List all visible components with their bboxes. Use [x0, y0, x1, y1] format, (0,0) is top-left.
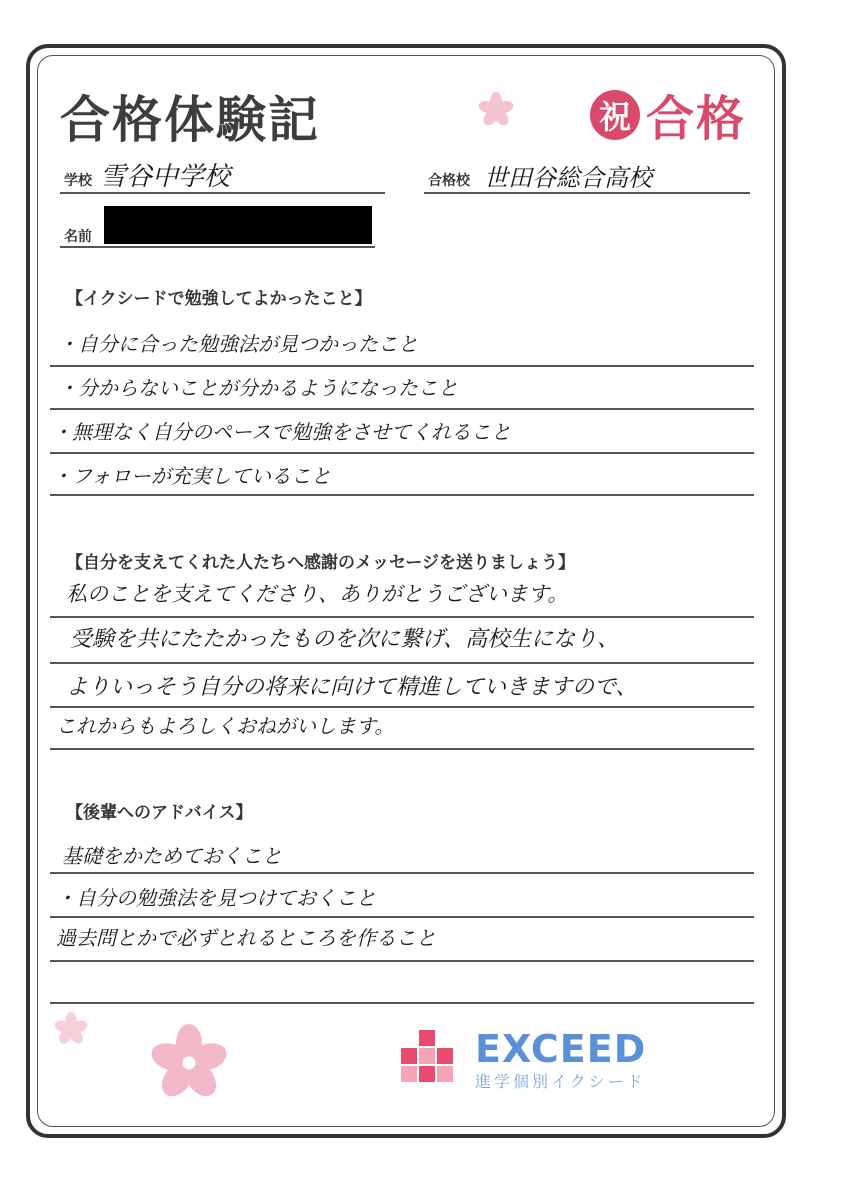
- logo-sub-text: 進学個別イクシード: [475, 1071, 646, 1091]
- exceed-logo: [393, 1026, 646, 1094]
- thanks-line: これからもよろしくおねがいします。: [56, 714, 395, 738]
- celebrate-mark: 祝: [590, 90, 640, 140]
- line-rule: [50, 960, 754, 962]
- advice-item: 過去問とかで必ずとれるところを作ること: [56, 926, 436, 950]
- page-title: 合格体験記: [60, 91, 320, 149]
- name-rule: [60, 246, 375, 248]
- line-rule: [50, 452, 754, 454]
- line-rule: [50, 916, 754, 918]
- advice-item: 基礎をかためておくこと: [62, 844, 282, 868]
- line-rule: [50, 662, 754, 664]
- school-value: 雪谷中学校: [100, 162, 231, 192]
- thanks-line: よりいっそう自分の将来に向けて精進していきますので、: [66, 675, 638, 700]
- celebrate-badge: [590, 80, 746, 149]
- good-point-item: ・無理なく自分のペースで勉強をさせてくれること: [52, 420, 511, 444]
- line-rule: [50, 494, 754, 496]
- line-rule: [50, 1002, 754, 1004]
- thanks-line: 受験を共にたたかったものを次に繋げ、高校生になり、: [70, 627, 620, 652]
- line-rule: [50, 872, 754, 874]
- passed-school-value: 世田谷総合高校: [484, 164, 652, 192]
- line-rule: [50, 365, 754, 367]
- good-point-item: ・フォローが充実していること: [52, 464, 331, 488]
- line-rule: [50, 706, 754, 708]
- school-rule: [60, 192, 385, 194]
- passed-school-rule: [424, 192, 750, 194]
- good-points-heading: 【イクシードで勉強してよかったこと】: [66, 289, 372, 309]
- advice-item: ・自分の勉強法を見つけておくこと: [56, 886, 376, 910]
- thanks-heading: 【自分を支えてくれた人たちへ感謝のメッセージを送りましょう】: [66, 553, 575, 573]
- cross-logo-icon: [393, 1026, 461, 1094]
- advice-heading: 【後輩へのアドバイス】: [66, 803, 253, 823]
- good-point-item: ・自分に合った勉強法が見つかったこと: [58, 332, 418, 356]
- line-rule: [50, 408, 754, 410]
- name-redaction: [104, 206, 372, 244]
- cherry-blossom-icon: [54, 1012, 88, 1046]
- cherry-blossom-icon: [478, 92, 514, 128]
- celebrate-text: 合格: [646, 91, 747, 147]
- logo-main-text: EXCEED: [475, 1026, 647, 1071]
- good-point-item: ・分からないことが分かるようになったこと: [58, 376, 458, 400]
- line-rule: [50, 748, 754, 750]
- name-label: 名前: [64, 229, 92, 245]
- cherry-blossom-icon: [150, 1024, 228, 1102]
- passed-school-label: 合格校: [428, 173, 470, 189]
- school-label: 学校: [64, 173, 92, 189]
- line-rule: [50, 616, 754, 618]
- thanks-line: 私のことを支えてくださり、ありがとうございます。: [66, 582, 569, 606]
